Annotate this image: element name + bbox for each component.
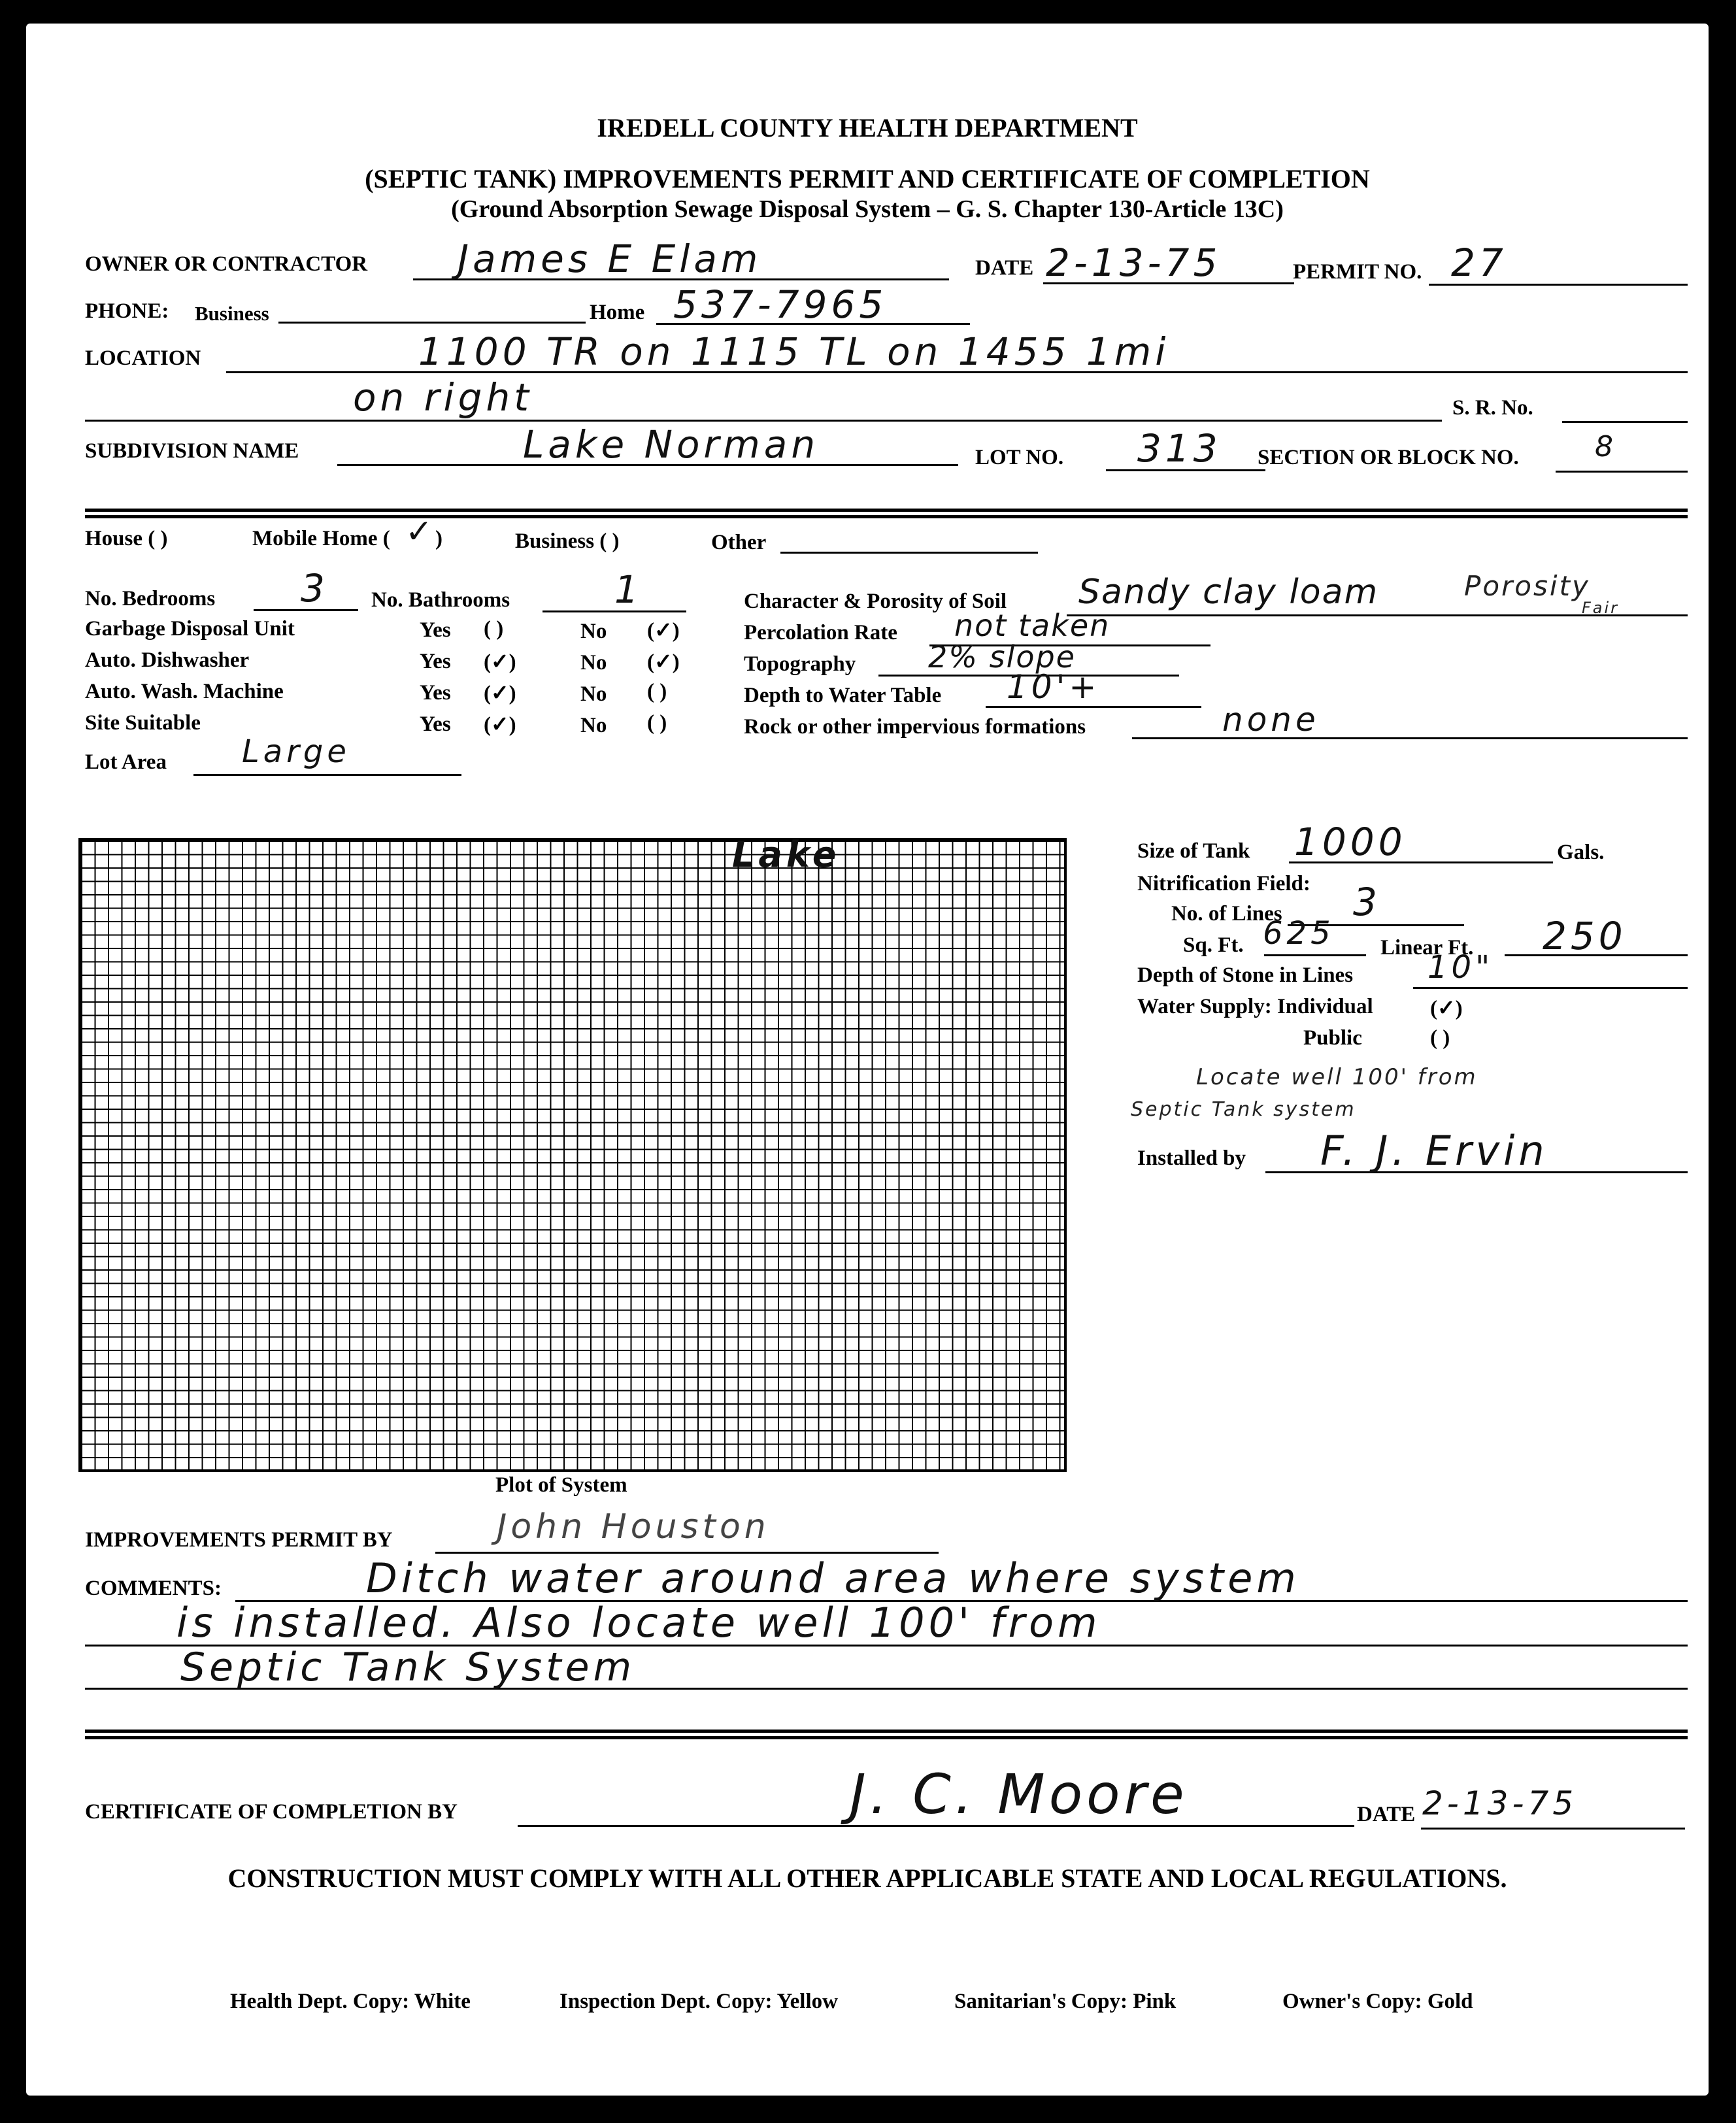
certificate-signature: J. C. Moore <box>850 1762 1188 1826</box>
section-label: SECTION OR BLOCK NO. <box>1258 446 1519 469</box>
dishwasher-no-label: No <box>580 651 607 675</box>
tank-size-value: 1000 <box>1294 820 1407 864</box>
sqft-label: Sq. Ft. <box>1183 933 1244 957</box>
dishwasher-yes-checkbox[interactable]: (✓) <box>484 650 516 674</box>
owner-label: OWNER OR CONTRACTOR <box>85 252 368 276</box>
lot-area-line <box>193 774 461 776</box>
improvements-permit-value: John Houston <box>497 1507 770 1546</box>
washer-no-label: No <box>580 682 607 706</box>
washer-no-checkbox[interactable]: ( ) <box>647 680 667 703</box>
location-label: LOCATION <box>85 346 201 370</box>
stone-depth-label: Depth of Stone in Lines <box>1137 963 1354 987</box>
house-checkbox[interactable]: House ( ) <box>85 527 168 550</box>
percolation-value: not taken <box>954 608 1110 643</box>
lot-area-value: Large <box>242 733 350 770</box>
well-note-1: Locate well 100' from <box>1196 1064 1478 1090</box>
garbage-no-label: No <box>580 620 607 643</box>
permit-label: PERMIT NO. <box>1293 260 1422 284</box>
home-phone-label: Home <box>590 301 645 324</box>
linear-ft-label: Linear Ft. <box>1380 936 1474 960</box>
department-heading: IREDELL COUNTY HEALTH DEPARTMENT <box>597 113 1138 142</box>
comments-value-1: Ditch water around area where system <box>366 1554 1300 1602</box>
business-phone-line <box>278 322 586 324</box>
mobile-home-check-mark: ✓ <box>405 512 437 550</box>
bathrooms-label: No. Bathrooms <box>371 588 510 612</box>
improvements-permit-label: IMPROVEMENTS PERMIT BY <box>85 1528 393 1552</box>
mobile-home-checkbox[interactable]: Mobile Home ( <box>252 527 390 550</box>
water-supply-label: Water Supply: Individual <box>1137 995 1373 1018</box>
water-table-label: Depth to Water Table <box>744 684 942 707</box>
sqft-line <box>1264 954 1366 956</box>
comments-value-3: Septic Tank System <box>180 1645 636 1690</box>
plot-caption: Plot of System <box>495 1473 627 1497</box>
garbage-disposal-label: Garbage Disposal Unit <box>85 617 295 641</box>
section-line <box>1556 471 1688 473</box>
certificate-label: CERTIFICATE OF COMPLETION BY <box>85 1800 458 1824</box>
bedrooms-label: No. Bedrooms <box>85 587 216 610</box>
divider-rule-2-bottom <box>85 1736 1688 1739</box>
copy-sanitarian: Sanitarian's Copy: Pink <box>954 1990 1177 2013</box>
bathrooms-value: 1 <box>614 567 643 612</box>
rock-label: Rock or other impervious formations <box>744 715 1086 739</box>
topography-value: 2% slope <box>928 639 1076 675</box>
water-table-value: 10'+ <box>1007 668 1101 706</box>
permit-form <box>26 24 1709 2096</box>
stone-depth-line <box>1413 987 1688 989</box>
compliance-notice: CONSTRUCTION MUST COMPLY WITH ALL OTHER APPLICABLE STATE AND LOCAL REGULATIONS. <box>227 1864 1507 1893</box>
soil-character-value: Sandy clay loam <box>1078 573 1379 612</box>
lines-value: 3 <box>1353 880 1381 924</box>
improvements-permit-line <box>435 1552 939 1554</box>
other-label: Other <box>711 531 767 554</box>
site-suitable-label: Site Suitable <box>85 711 201 735</box>
well-note-2: Septic Tank system <box>1131 1098 1356 1121</box>
porosity-note: Porosity <box>1464 570 1590 602</box>
home-phone-value: 537-7965 <box>673 282 888 327</box>
business-checkbox[interactable]: Business ( ) <box>515 529 620 553</box>
comments-value-2: is installed. Also locate well 100' from <box>176 1599 1101 1647</box>
permit-value: 27 <box>1451 241 1507 285</box>
lot-value: 313 <box>1137 426 1222 471</box>
garbage-yes-checkbox[interactable]: ( ) <box>484 617 504 641</box>
rock-line <box>1132 737 1688 739</box>
installed-by-label: Installed by <box>1137 1146 1246 1170</box>
sqft-value: 625 <box>1263 915 1335 952</box>
location-value-2: on right <box>353 375 533 420</box>
owner-value: James E Elam <box>458 237 762 281</box>
bedrooms-value: 3 <box>301 566 329 610</box>
divider-rule-top <box>85 509 1688 512</box>
date-value: 2-13-75 <box>1046 241 1222 285</box>
phone-label: PHONE: <box>85 299 169 323</box>
copy-inspection-dept: Inspection Dept. Copy: Yellow <box>559 1990 838 2013</box>
section-value: 8 <box>1595 430 1617 463</box>
other-line <box>780 552 1038 554</box>
sr-no-line <box>1562 421 1688 423</box>
washer-yes-checkbox[interactable]: (✓) <box>484 682 516 705</box>
lot-label: LOT NO. <box>975 446 1064 469</box>
form-subtitle: (Ground Absorption Sewage Disposal System – G. S. Chapter 130-Article 13C) <box>451 195 1284 223</box>
rock-value: none <box>1222 701 1320 739</box>
plot-handwriting: Lake <box>732 834 841 875</box>
site-no-checkbox[interactable]: ( ) <box>647 711 667 735</box>
copy-health-dept: Health Dept. Copy: White <box>230 1990 471 2013</box>
form-title: (SEPTIC TANK) IMPROVEMENTS PERMIT AND CERTIFICATE OF COMPLETION <box>365 164 1370 193</box>
linear-ft-value: 250 <box>1543 914 1627 958</box>
public-checkbox[interactable]: ( ) <box>1430 1026 1450 1050</box>
porosity-note-2: Fair <box>1582 599 1620 617</box>
topography-label: Topography <box>744 652 856 676</box>
public-label: Public <box>1303 1026 1362 1050</box>
site-no-label: No <box>580 714 607 737</box>
plot-grid[interactable] <box>78 838 1067 1472</box>
divider-rule-bottom <box>85 515 1688 518</box>
individual-checkbox[interactable]: (✓) <box>1430 997 1463 1020</box>
location-line-2 <box>85 420 1442 422</box>
mobile-home-checkbox-close: ) <box>435 527 442 550</box>
sr-no-label: S. R. No. <box>1452 396 1533 420</box>
divider-rule-2-top <box>85 1730 1688 1733</box>
business-phone-label: Business <box>195 302 269 325</box>
soil-character-label: Character & Porosity of Soil <box>744 590 1007 613</box>
certificate-date-value: 2-13-75 <box>1422 1784 1578 1822</box>
date-label: DATE <box>975 256 1034 280</box>
copy-owner: Owner's Copy: Gold <box>1282 1990 1473 2013</box>
certificate-date-line <box>1421 1828 1685 1830</box>
garbage-yes-label: Yes <box>420 618 451 642</box>
percolation-label: Percolation Rate <box>744 621 897 644</box>
tank-size-unit: Gals. <box>1557 841 1605 864</box>
lines-label: No. of Lines <box>1171 902 1282 926</box>
dishwasher-label: Auto. Dishwasher <box>85 648 250 672</box>
water-table-line <box>986 706 1201 708</box>
garbage-no-checkbox[interactable]: (✓) <box>647 619 680 643</box>
installed-by-value: F. J. Ervin <box>1320 1127 1548 1175</box>
nitrification-label: Nitrification Field: <box>1137 872 1310 895</box>
certificate-date-label: DATE <box>1357 1803 1416 1826</box>
stone-depth-value: 10" <box>1427 949 1494 986</box>
subdivision-value: Lake Norman <box>523 422 820 467</box>
lot-area-label: Lot Area <box>85 750 167 774</box>
site-yes-label: Yes <box>420 712 451 736</box>
site-yes-checkbox[interactable]: (✓) <box>484 713 516 737</box>
comments-label: COMMENTS: <box>85 1577 222 1600</box>
washer-yes-label: Yes <box>420 681 451 705</box>
dishwasher-yes-label: Yes <box>420 650 451 673</box>
dishwasher-no-checkbox[interactable]: (✓) <box>647 650 680 674</box>
location-value-1: 1100 TR on 1115 TL on 1455 1mi <box>418 329 1170 374</box>
washer-label: Auto. Wash. Machine <box>85 680 284 703</box>
subdivision-label: SUBDIVISION NAME <box>85 439 299 463</box>
tank-size-label: Size of Tank <box>1137 839 1250 863</box>
